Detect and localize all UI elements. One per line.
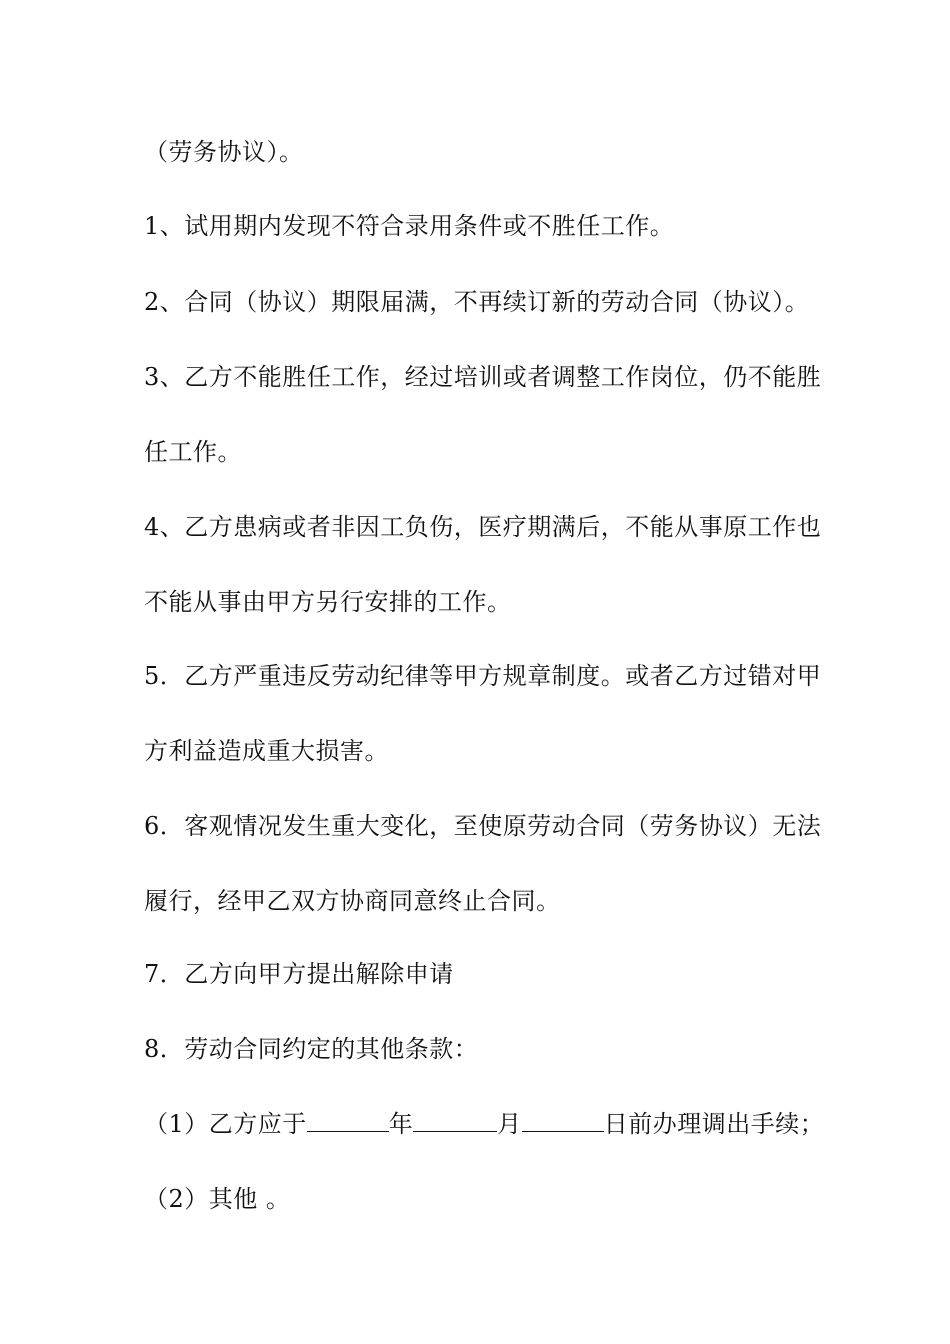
text-line: 3、乙方不能胜任工作，经过培训或者调整工作岗位，仍不能胜 xyxy=(144,363,822,391)
text-line: 6．客观情况发生重大变化，至使原劳动合同（劳务协议）无法 xyxy=(144,812,822,840)
text-line: 履行，经甲乙双方协商同意终止合同。 xyxy=(144,887,561,915)
day-blank[interactable] xyxy=(522,1109,604,1132)
clause-1-prefix: （1）乙方应于 xyxy=(144,1110,307,1138)
text-line: 4、乙方患病或者非因工负伤，医疗期满后，不能从事原工作也 xyxy=(144,513,822,541)
year-label: 年 xyxy=(388,1110,414,1138)
clause-1-line xyxy=(144,1108,824,1140)
month-blank[interactable] xyxy=(413,1109,497,1132)
text-line: （劳务协议）。 xyxy=(144,138,304,166)
year-blank[interactable] xyxy=(307,1109,389,1132)
text-line: 任工作。 xyxy=(144,438,242,466)
text-line: 7．乙方向甲方提出解除申请 xyxy=(144,960,454,988)
clause-1-suffix: 日前办理调出手续； xyxy=(603,1110,825,1138)
text-line: 方利益造成重大损害。 xyxy=(144,737,389,765)
clause-2-line: （2）其他 。 xyxy=(144,1185,291,1213)
text-line: 8．劳动合同约定的其他条款： xyxy=(144,1035,479,1063)
text-line: 2、合同（协议）期限届满，不再续订新的劳动合同（协议）。 xyxy=(144,288,810,316)
month-label: 月 xyxy=(497,1110,522,1138)
text-line: 1、试用期内发现不符合录用条件或不胜任工作。 xyxy=(144,212,675,240)
text-line: 5．乙方严重违反劳动纪律等甲方规章制度。或者乙方过错对甲 xyxy=(144,662,822,690)
text-line: 不能从事由甲方另行安排的工作。 xyxy=(144,588,512,616)
